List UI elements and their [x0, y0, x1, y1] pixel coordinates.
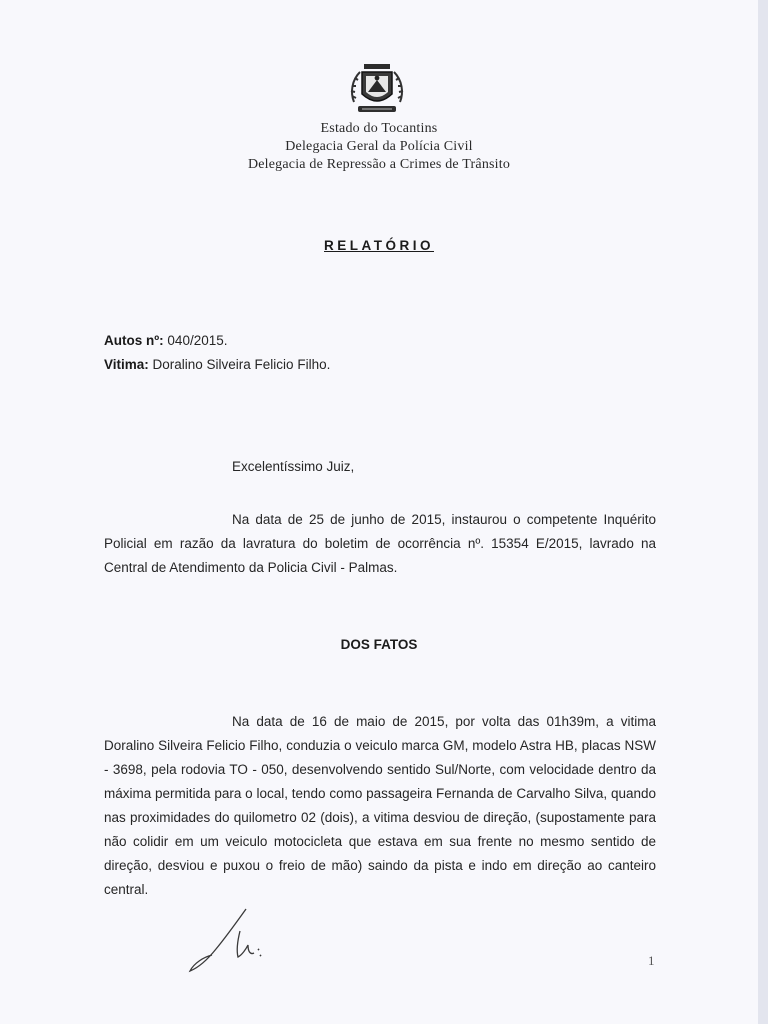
page-number: 1 [648, 953, 655, 968]
victim-value: Doralino Silveira Felicio Filho. [148, 357, 331, 372]
header-department: Delegacia de Repressão a Crimes de Trânsito [247, 157, 511, 172]
case-number-field [104, 333, 227, 348]
facts-paragraph-text: Na data de 16 de maio de 2015, por volta das 01h39m, a vitima Doralino Silveira Felicio Filho, conduzia o veiculo marca GM, modelo Astra HB, placas NSW - 3698, pela rodovia TO - 050, desenvolvendo sentido Sul/Norte, com velocidade dentro da máxima permitida para o local, tendo como passageira Fernanda de Carvalho Silva, quando nas proximidades do quilometro 02 (dois), a vitima desviou de direção, (supostamente para não colidir em um veiculo motocicleta que estava em sua frente no mesmo sentido de direção, desviou e puxou o freio de mão) saindo da pista e indo em direção ao canteiro central. [104, 714, 656, 897]
state-coat-of-arms-icon [346, 58, 408, 120]
intro-paragraph-text: Na data de 25 de junho de 2015, instaurou o competente Inquérito Policial em razão da lavratura do boletim de ocorrência nº. 15354 E/2015, lavrado na Central de Atendimento da Policia Civil - Palmas. [104, 512, 656, 575]
section-title: DOS FATOS [340, 637, 418, 652]
intro-paragraph [104, 508, 656, 580]
victim-field [104, 357, 330, 372]
case-number-label: Autos nº: [104, 333, 164, 348]
page-edge-margin [758, 0, 768, 1024]
header-agency: Delegacia Geral da Polícia Civil [285, 139, 473, 154]
header-state: Estado do Tocantins [320, 121, 438, 136]
salutation: Excelentíssimo Juiz, [232, 459, 355, 474]
handwritten-signature [182, 905, 272, 977]
case-number-value: 040/2015. [163, 333, 228, 348]
document-title: RELATÓRIO [324, 238, 434, 253]
facts-paragraph [104, 710, 656, 902]
victim-label: Vitima: [104, 357, 149, 372]
